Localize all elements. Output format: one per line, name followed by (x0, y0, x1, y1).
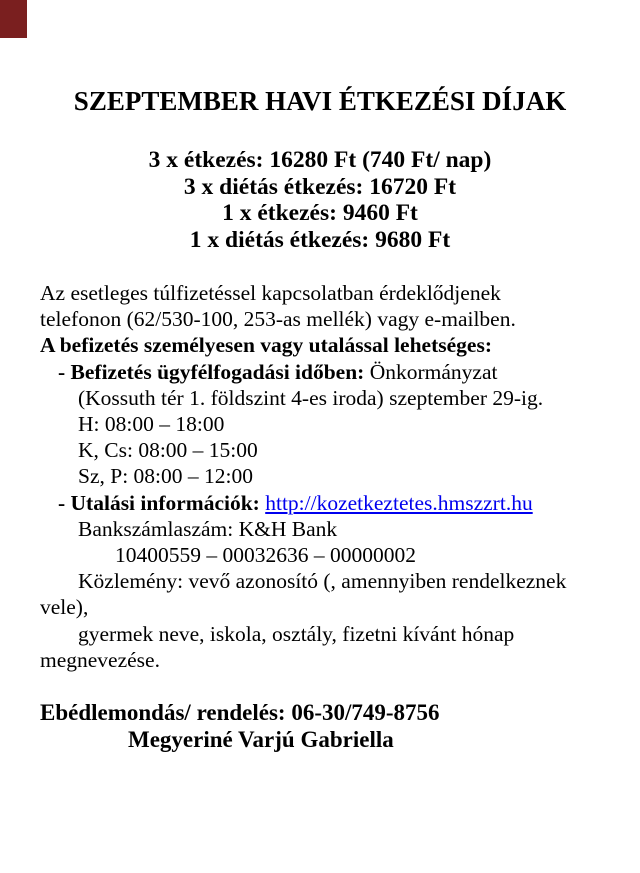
text-segment: gyermek neve, iskola, osztály, fizetni kívánt hónap (78, 621, 515, 646)
price-line: 3 x diétás étkezés: 16720 Ft (183, 173, 457, 200)
text-line (40, 490, 620, 516)
text-segment: Közlemény: vevő azonosító (, amennyiben rendelkeznek (78, 569, 567, 594)
text-line (40, 647, 620, 673)
text-line (40, 463, 620, 489)
text-segment: telefonon (62/530-100, 253-as mellék) vagy e-mailben. (40, 307, 516, 332)
text-segment: Sz, P: 08:00 – 12:00 (78, 464, 254, 489)
contact-name-line: Megyeriné Varjú Gabriella (128, 727, 394, 752)
corner-mark (0, 0, 27, 38)
text-line (40, 437, 620, 463)
price-list (0, 147, 640, 253)
text-line (40, 594, 620, 620)
text-segment-bold: - Utalási információk: (58, 490, 266, 515)
text-line (40, 411, 620, 437)
cancellation-phone-line: Ebédlemondás/ rendelés: 06-30/749-8756 (40, 700, 440, 725)
price-line: 1 x diétás étkezés: 9680 Ft (189, 226, 451, 253)
text-segment: K, Cs: 08:00 – 15:00 (78, 438, 258, 463)
text-segment-bold: A befizetés személyesen vagy utalással lehetséges: (40, 333, 492, 358)
text-segment: 10400559 – 00032636 – 00000002 (115, 543, 416, 568)
text-line (40, 621, 620, 647)
price-line: 3 x étkezés: 16280 Ft (740 Ft/ nap) (148, 147, 492, 173)
text-line (40, 568, 620, 594)
payment-info-link[interactable]: http://kozetkeztetes.hmszzrt.hu (265, 490, 533, 515)
text-segment: H: 08:00 – 18:00 (78, 412, 225, 437)
text-line (40, 516, 620, 542)
text-line (40, 332, 620, 358)
body-text (40, 280, 620, 673)
text-segment: (Kossuth tér 1. földszint 4-es iroda) szeptember 29-ig. (78, 385, 544, 410)
text-segment-bold: - Befizetés ügyfélfogadási időben: (58, 359, 370, 384)
text-segment: Bankszámlaszám: K&H Bank (78, 516, 338, 541)
text-segment: Az esetleges túlfizetéssel kapcsolatban érdeklődjenek (40, 281, 501, 305)
text-segment: megnevezése. (40, 647, 160, 672)
text-line (40, 306, 620, 332)
text-segment: vele), (40, 595, 89, 620)
page-title: SZEPTEMBER HAVI ÉTKEZÉSI DÍJAK (73, 86, 567, 116)
text-line (40, 359, 620, 385)
text-line (40, 385, 620, 411)
price-line: 1 x étkezés: 9460 Ft (222, 200, 418, 227)
text-line (40, 280, 620, 306)
text-line (40, 542, 620, 568)
text-segment: Önkormányzat (369, 359, 498, 384)
footer-contact (40, 699, 620, 753)
